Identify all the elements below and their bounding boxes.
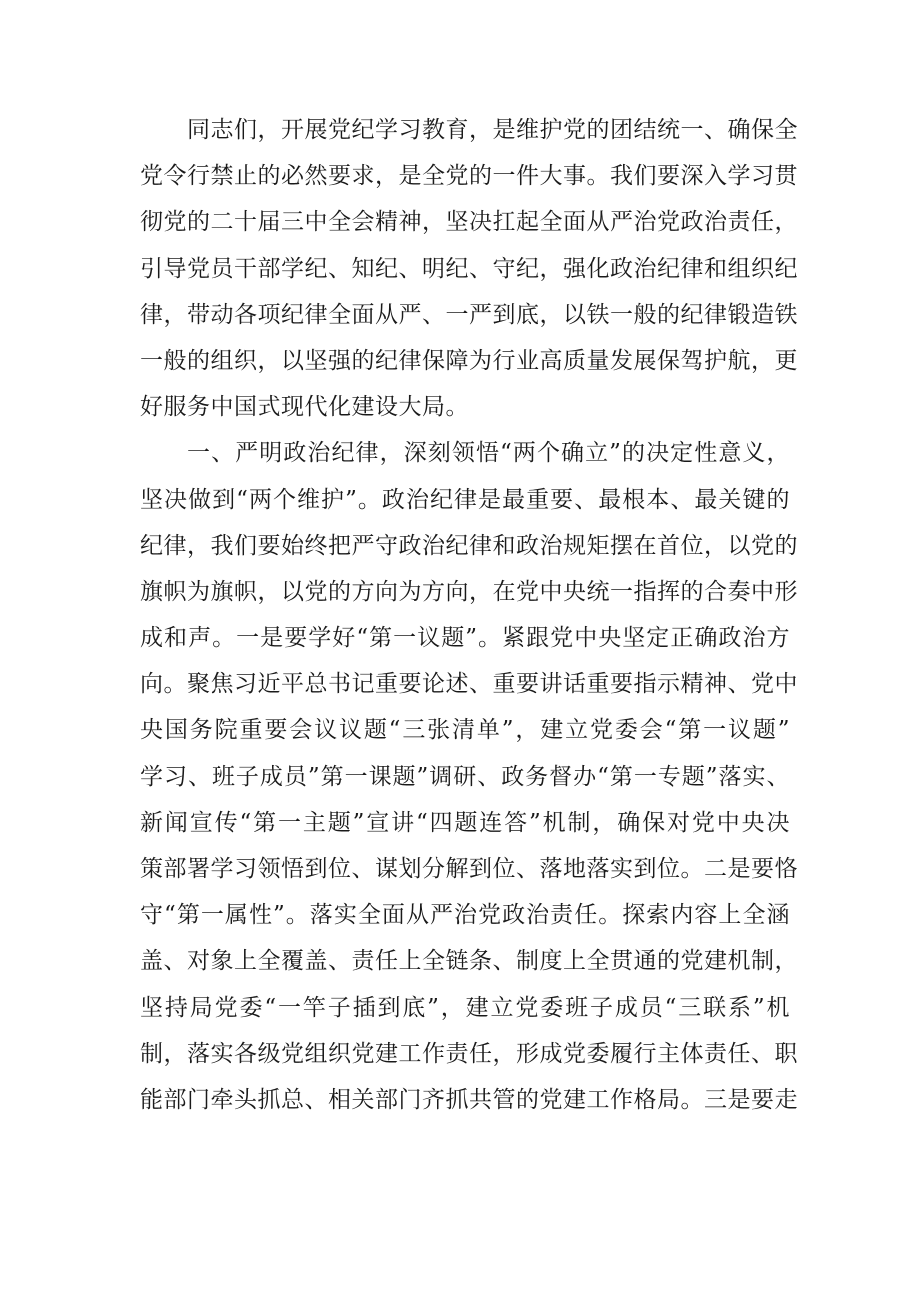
paragraph-line: 引导党员干部学纪、知纪、明纪、守纪，强化政治纪律和组织纪 (140, 255, 798, 282)
paragraph-intro (140, 107, 798, 430)
paragraph-line (140, 1123, 790, 1169)
paragraph-line: 律，带动各项纪律全面从严、一严到底，以铁一般的纪律锻造铁 (140, 301, 798, 328)
paragraph-line: 一、严明政治纪律，深刻领悟“两个确立”的决定性意义， (187, 440, 790, 467)
paragraph-line: 盖、对象上全覆盖、责任上全链条、制度上全贯通的党建机制， (140, 948, 798, 975)
paragraph-line: 同志们，开展党纪学习教育，是维护党的团结统一、确保全 (187, 117, 798, 143)
document-body (140, 107, 798, 1169)
paragraph-line: 彻党的二十届三中全会精神，坚决扛起全面从严治党政治责任， (140, 209, 798, 236)
paragraph-line: 向。聚焦习近平总书记重要论述、重要讲话重要指示精神、党中 (140, 671, 798, 698)
paragraph-line: 央国务院重要会议议题“三张清单”，建立党委会“第一议题” (140, 717, 790, 744)
paragraph-line: 学习、班子成员”第一课题”调研、政务督办“第一专题”落实、 (140, 763, 790, 790)
paragraph-line: 坚决做到“两个维护”。政治纪律是最重要、最根本、最关键的 (140, 486, 790, 513)
paragraph-line: 守“第一属性”。落实全面从严治党政治责任。探索内容上全涵 (140, 902, 790, 929)
paragraph-line: 党令行禁止的必然要求，是全党的一件大事。我们要深入学习贯 (140, 163, 798, 190)
paragraph-line: 新闻宣传“第一主题”宣讲“四题连答”机制，确保对党中央决 (140, 809, 790, 836)
paragraph-line: 一般的组织，以坚强的纪律保障为行业高质量发展保驾护航，更 (140, 347, 798, 374)
paragraph-section-one (140, 430, 798, 1169)
paragraph-line: 纪律，我们要始终把严守政治纪律和政治规矩摆在首位，以党的 (140, 532, 798, 559)
paragraph-line: 旗帜为旗帜，以党的方向为方向，在党中央统一指挥的合奏中形 (140, 578, 798, 605)
paragraph-line: 策部署学习领悟到位、谋划分解到位、落地落实到位。二是要恪 (140, 856, 798, 882)
paragraph-line: 能部门牵头抓总、相关部门齐抓共管的党建工作格局。三是要走 (140, 1086, 798, 1113)
paragraph-line: 制，落实各级党组织党建工作责任，形成党委履行主体责任、职 (140, 1040, 798, 1067)
paragraph-line: 成和声。一是要学好“第一议题”。紧跟党中央坚定正确政治方 (140, 625, 790, 652)
paragraph-line: 坚持局党委“一竿子插到底”，建立党委班子成员“三联系”机 (140, 994, 790, 1021)
paragraph-line: 好服务中国式现代化建设大局。 (140, 394, 469, 421)
